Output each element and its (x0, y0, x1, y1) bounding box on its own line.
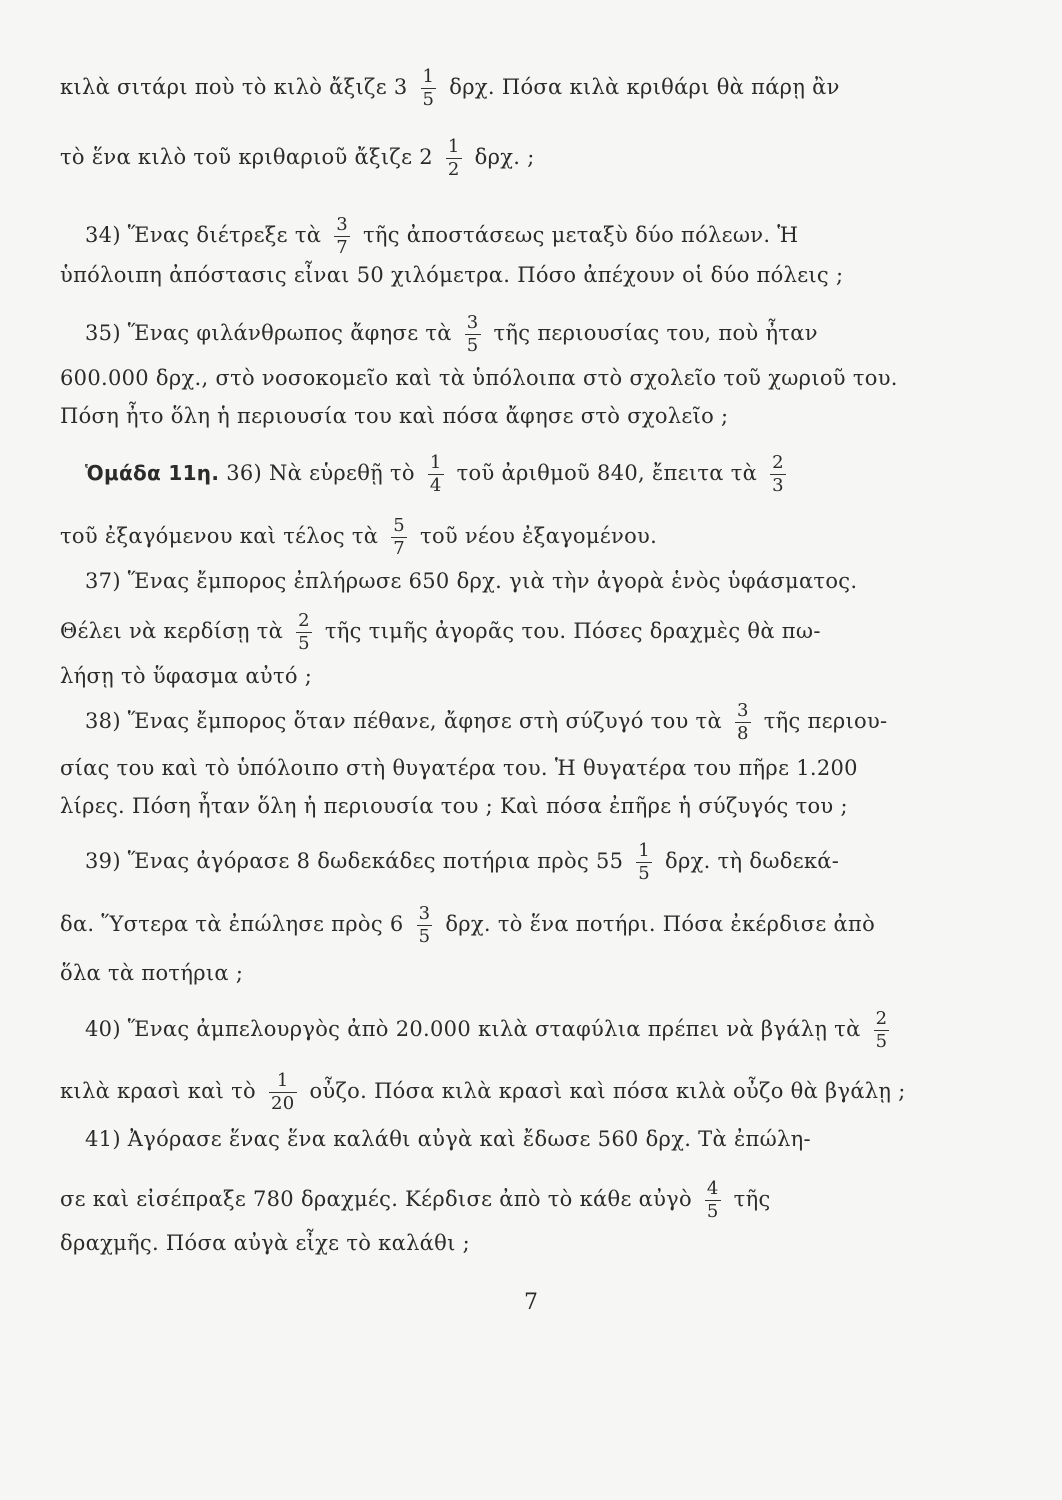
text-line (0, 262, 1062, 288)
fraction-denominator: 5 (875, 1031, 888, 1052)
fraction-denominator: 8 (736, 723, 749, 744)
text-line (0, 568, 1062, 594)
text-line (0, 1126, 1062, 1152)
fraction-denominator: 3 (772, 475, 784, 496)
fraction-denominator: 7 (393, 538, 406, 559)
text-line (0, 610, 1062, 655)
text-line (0, 66, 1062, 111)
fraction-denominator: 2 (447, 159, 460, 180)
fraction-numerator: 2 (875, 1008, 888, 1029)
fraction (874, 1008, 890, 1053)
text-segment: κιλὰ κρασὶ καὶ τὸ (60, 1079, 256, 1103)
text-line (0, 136, 1062, 181)
fraction (636, 840, 652, 885)
fraction (269, 1070, 297, 1115)
text-line (0, 214, 1062, 259)
text-line (0, 515, 1062, 560)
text-segment: 36) Νὰ εὑρεθῇ τὸ (226, 461, 415, 485)
text-line (0, 755, 1062, 781)
text-segment: τῆς περιουσίας του, ποὺ ἦταν (493, 321, 818, 345)
fraction (296, 610, 312, 655)
text-segment: 34) Ἕνας διέτρεξε τὰ (85, 223, 322, 247)
fraction (428, 452, 444, 497)
page-number: 7 (524, 1290, 538, 1315)
group-heading: Ὁμάδα 11η. (85, 461, 220, 485)
text-segment: σίας του καὶ τὸ ὑπόλοιπο στὴ θυγατέρα του. Ἡ θυγατέρα του πῆρε 1.200 (60, 756, 858, 780)
text-line (0, 452, 1062, 497)
text-line (0, 793, 1062, 819)
fraction-denominator: 5 (298, 633, 310, 654)
text-segment: σε καὶ εἰσέπραξε 780 δραχμές. Κέρδισε ἀπὸ τὸ κάθε αὐγὸ (60, 1187, 692, 1211)
fraction-denominator: 5 (418, 926, 431, 947)
text-segment: Θέλει νὰ κερδίσῃ τὰ (60, 619, 284, 643)
text-segment: δρχ. ; (474, 145, 535, 169)
text-segment: δρχ. τὸ ἕνα ποτήρι. Πόσα ἐκέρδισε ἀπὸ (445, 912, 876, 936)
text-line (0, 1178, 1062, 1223)
text-segment: τοῦ ἐξαγόμενου καὶ τέλος τὰ (60, 524, 379, 548)
fraction-denominator: 7 (336, 237, 348, 258)
text-segment: 40) Ἕνας ἀμπελουργὸς ἀπὸ 20.000 κιλὰ σταφύλια πρέπει νὰ βγάλῃ τὰ (85, 1017, 861, 1041)
text-segment: τῆς ἀποστάσεως μεταξὺ δύο πόλεων. Ἡ (362, 223, 799, 247)
fraction-numerator: 1 (422, 66, 435, 87)
text-segment: δα. Ὕστερα τὰ ἐπώλησε πρὸς 6 (60, 912, 404, 936)
fraction-denominator: 5 (706, 1201, 719, 1222)
fraction-numerator: 1 (638, 840, 651, 861)
text-line (0, 903, 1062, 948)
fraction (391, 515, 407, 560)
fraction-numerator: 2 (298, 610, 310, 631)
text-line (0, 312, 1062, 357)
text-segment: τῆς τιμῆς ἀγορᾶς του. Πόσες δραχμὲς θὰ πω- (324, 619, 821, 643)
fraction-numerator: 1 (447, 136, 460, 157)
text-segment: τῆς (733, 1187, 771, 1211)
text-line (0, 663, 1062, 689)
fraction-denominator: 5 (638, 863, 651, 884)
text-line (0, 1230, 1062, 1256)
fraction-numerator: 3 (466, 312, 479, 333)
fraction-denominator: 5 (422, 89, 435, 110)
text-segment: 41) Ἀγόρασε ἕνας ἕνα καλάθι αὐγὰ καὶ ἔδωσε 560 δρχ. Τὰ ἐπώλη- (85, 1127, 811, 1151)
text-segment: 35) Ἕνας φιλάνθρωπος ἄφησε τὰ (85, 321, 452, 345)
fraction (421, 66, 437, 111)
fraction-denominator: 5 (466, 335, 479, 356)
fraction-numerator: 1 (429, 452, 442, 473)
text-line (0, 840, 1062, 885)
text-segment: κιλὰ σιτάρι ποὺ τὸ κιλὸ ἄξιζε 3 (60, 75, 408, 99)
text-line (0, 1070, 1062, 1115)
text-segment: 600.000 δρχ., στὸ νοσοκομεῖο καὶ τὰ ὑπόλοιπα στὸ σχολεῖο τοῦ χωριοῦ του. (60, 366, 898, 390)
fraction-numerator: 5 (393, 515, 406, 536)
text-segment: ὑπόλοιπη ἀπόστασις εἶναι 50 χιλόμετρα. Πόσο ἀπέχουν οἱ δύο πόλεις ; (60, 263, 844, 287)
text-segment: 39) Ἕνας ἀγόρασε 8 δωδεκάδες ποτήρια πρὸς 55 (85, 849, 624, 873)
fraction (735, 700, 751, 745)
text-segment: λήσῃ τὸ ὕφασμα αὐτό ; (60, 664, 313, 688)
text-segment: δρχ. τὴ δωδεκά- (665, 849, 840, 873)
fraction-numerator: 3 (418, 903, 431, 924)
fraction-denominator: 20 (270, 1093, 295, 1114)
fraction (465, 312, 481, 357)
text-line (0, 1008, 1062, 1053)
fraction-numerator: 4 (706, 1178, 719, 1199)
fraction-numerator: 2 (772, 452, 784, 473)
fraction (770, 452, 786, 497)
text-segment: λίρες. Πόση ἦταν ὅλη ἡ περιουσία του ; Καὶ πόσα ἐπῆρε ἡ σύζυγός του ; (60, 794, 848, 818)
fraction (446, 136, 462, 181)
text-segment: οὖζο. Πόσα κιλὰ κρασὶ καὶ πόσα κιλὰ οὖζο θὰ βγάλῃ ; (309, 1079, 906, 1103)
text-segment: 37) Ἕνας ἔμπορος ἐπλήρωσε 650 δρχ. γιὰ τὴν ἀγορὰ ἑνὸς ὑφάσματος. (85, 569, 858, 593)
text-segment: Πόση ἦτο ὅλη ἡ περιουσία του καὶ πόσα ἄφησε στὸ σχολεῖο ; (60, 404, 729, 428)
text-segment: ὅλα τὰ ποτήρια ; (60, 961, 244, 985)
text-line (0, 403, 1062, 429)
fraction (334, 214, 350, 259)
fraction-numerator: 3 (336, 214, 348, 235)
text-line (0, 365, 1062, 391)
fraction (705, 1178, 721, 1223)
text-segment: δρχ. Πόσα κιλὰ κριθάρι θὰ πάρῃ ἂν (449, 75, 840, 99)
fraction-numerator: 3 (736, 700, 749, 721)
text-line (0, 700, 1062, 745)
text-segment: τῆς περιου- (763, 709, 888, 733)
text-segment: 38) Ἕνας ἔμπορος ὅταν πέθανε, ἄφησε στὴ σύζυγό του τὰ (85, 709, 722, 733)
fraction (417, 903, 433, 948)
text-segment: δραχμῆς. Πόσα αὐγὰ εἶχε τὸ καλάθι ; (60, 1231, 470, 1255)
fraction-numerator: 1 (276, 1070, 289, 1091)
text-segment: τοῦ νέου ἐξαγομένου. (420, 524, 658, 548)
text-segment: τὸ ἕνα κιλὸ τοῦ κριθαριοῦ ἄξιζε 2 (60, 145, 433, 169)
text-line (0, 960, 1062, 986)
fraction-denominator: 4 (429, 475, 442, 496)
text-segment: τοῦ ἀριθμοῦ 840, ἔπειτα τὰ (456, 461, 758, 485)
